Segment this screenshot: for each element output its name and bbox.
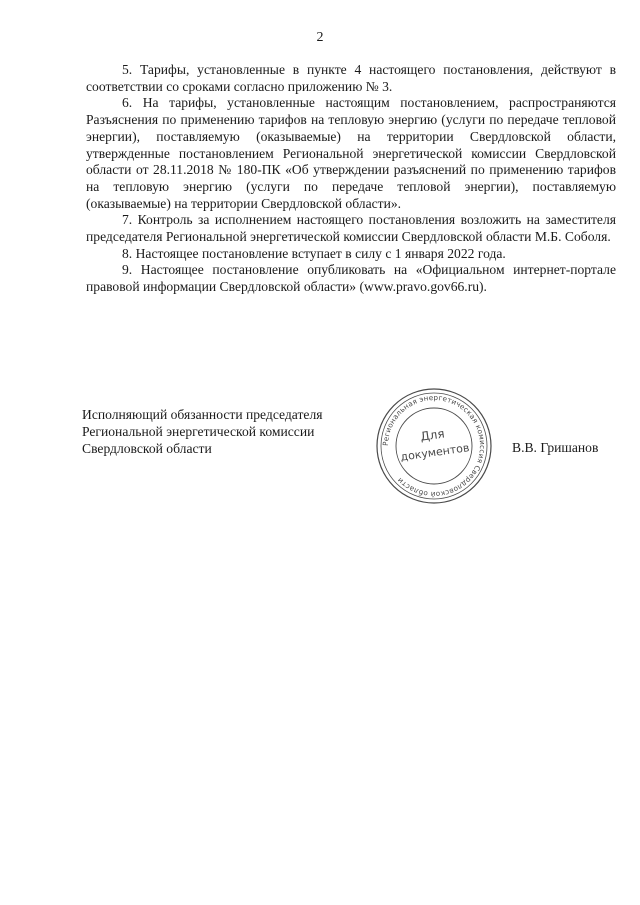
- document-body: [86, 62, 616, 296]
- paragraph-8: 8. Настоящее постановление вступает в силу с 1 января 2022 года.: [122, 245, 506, 261]
- seal-center-line: Для: [419, 426, 446, 444]
- signatory-position-line: Региональной энергетической комиссии: [82, 424, 315, 439]
- seal-ring-text: Региональная энергетическая комиссия Свердловской области: [380, 392, 488, 500]
- signatory-position-line: Исполняющий обязанности председателя: [82, 407, 323, 422]
- paragraph-5: 5. Тарифы, установленные в пункте 4 настоящего постановления, действуют в соответствии со сроками согласно приложению № 3.: [86, 62, 616, 94]
- signatory-position: [82, 406, 372, 457]
- page-number: 2: [316, 30, 324, 45]
- paragraph-7: 7. Контроль за исполнением настоящего постановления возложить на заместителя председателя Региональной энергетической комиссии Свердловской области М.Б. Соболя.: [86, 212, 616, 245]
- paragraph-9: 9. Настоящее постановление опубликовать на «Официальном интернет-портале правовой информации Свердловской области» (www.pravo.gov66.ru).: [86, 262, 616, 295]
- official-seal-stamp: [370, 385, 498, 507]
- seal-center-line: документов: [399, 441, 471, 464]
- signatory-name: В.В. Гришанов: [512, 440, 599, 455]
- paragraph-6: 6. На тарифы, установленные настоящим постановлением, распространяются Разъяснения по применению тарифов на тепловую энергию (услуги по передаче тепловой энергии), поставляемую (оказываемые) на территории Свердловской области, утвержденные постановлением Региональной энергетической комиссии Свердловской области от 28.11.2018 № 180-ПК «Об утверждении разъяснений по применению тарифов на тепловую энергию (услуги по передаче тепловой энергии), поставляемую (оказываемые) на территории Свердловской области».: [86, 95, 616, 211]
- signatory-position-line: Свердловской области: [82, 441, 212, 456]
